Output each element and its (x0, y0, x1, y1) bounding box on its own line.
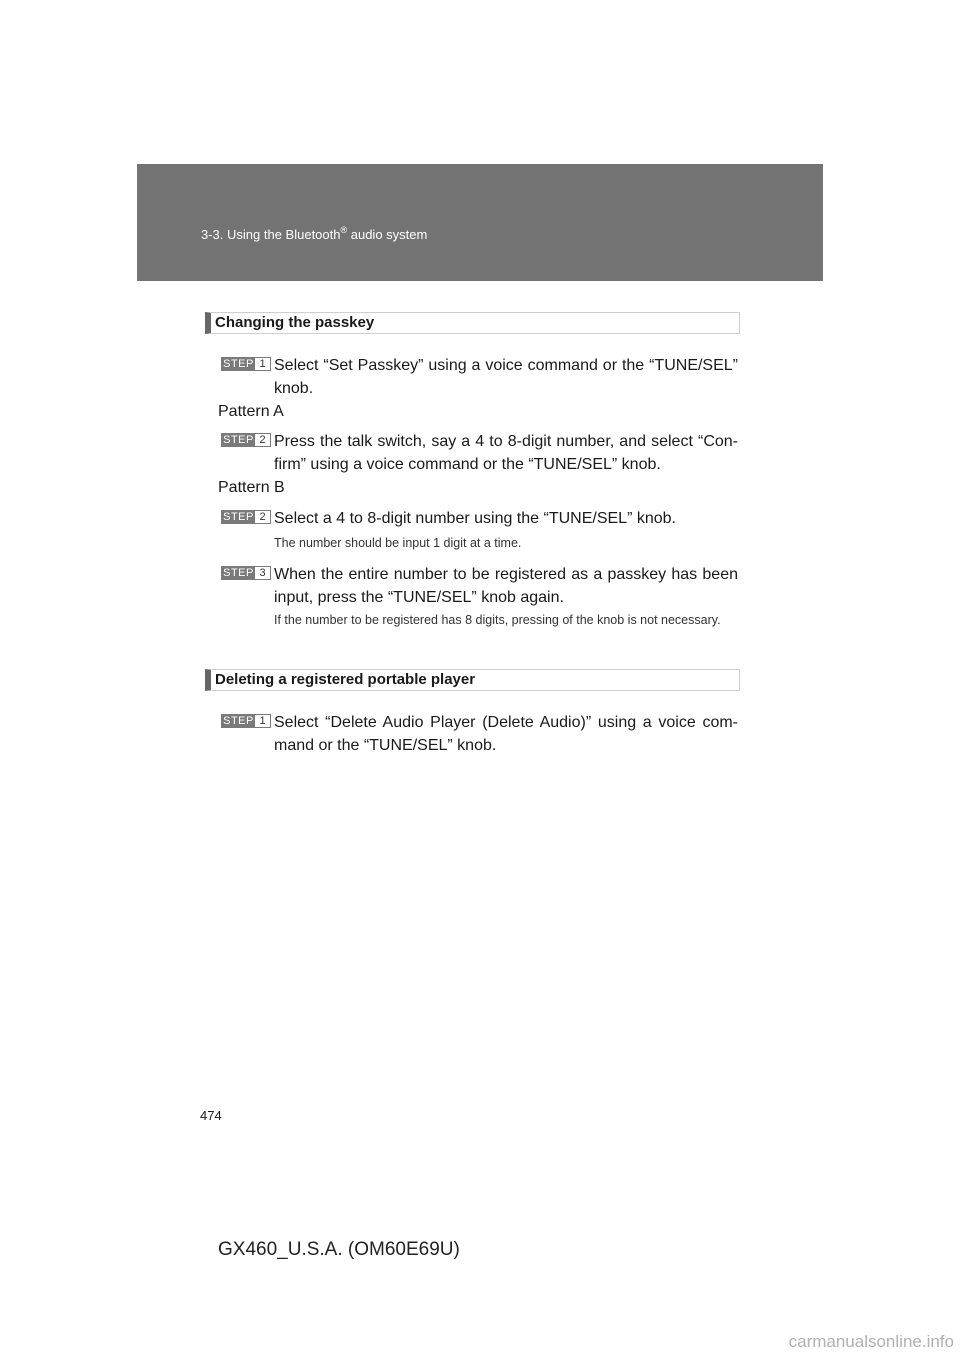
section-heading-text: Changing the passkey (215, 314, 375, 331)
step-badge: STEP 1 (221, 714, 271, 728)
section-heading-deleting-player (205, 669, 740, 691)
footer-model-code: GX460_U.S.A. (OM60E69U) (218, 1239, 460, 1260)
step-badge: STEP 2 (221, 510, 271, 524)
chapter-header-band (137, 164, 823, 281)
step-text: Press the talk switch, say a 4 to 8-digit number, and select “Con-firm” using a voice command or the “TUNE/SEL” knob. (274, 433, 738, 473)
pattern-a-label: Pattern A (218, 403, 284, 420)
step-badge: STEP 1 (221, 357, 271, 371)
pattern-b-label: Pattern B (218, 479, 285, 496)
section-heading-changing-passkey (205, 312, 740, 334)
section-heading-text: Deleting a registered portable player (215, 671, 476, 688)
watermark: carmanualsonline.info (788, 1332, 954, 1351)
step-text: Select “Delete Audio Player (Delete Audio)” using a voice com-mand or the “TUNE/SEL” knob. (274, 714, 738, 754)
step-badge: STEP 2 (221, 433, 271, 447)
page-number: 474 (200, 1108, 222, 1123)
chapter-title: 3-3. Using the Bluetooth® audio system (201, 225, 428, 242)
step-text: Select “Set Passkey” using a voice command or the “TUNE/SEL” knob. (274, 357, 738, 397)
note-eight-digits: If the number to be registered has 8 digits, pressing of the knob is not necessary. (274, 613, 721, 627)
step-text: When the entire number to be registered as a passkey has been input, press the “TUNE/SEL” knob again. (274, 566, 738, 606)
note-digit-input: The number should be input 1 digit at a time. (274, 536, 522, 550)
step-badge: STEP 3 (221, 566, 271, 580)
step-text: Select a 4 to 8-digit number using the “TUNE/SEL” knob. (274, 510, 676, 527)
